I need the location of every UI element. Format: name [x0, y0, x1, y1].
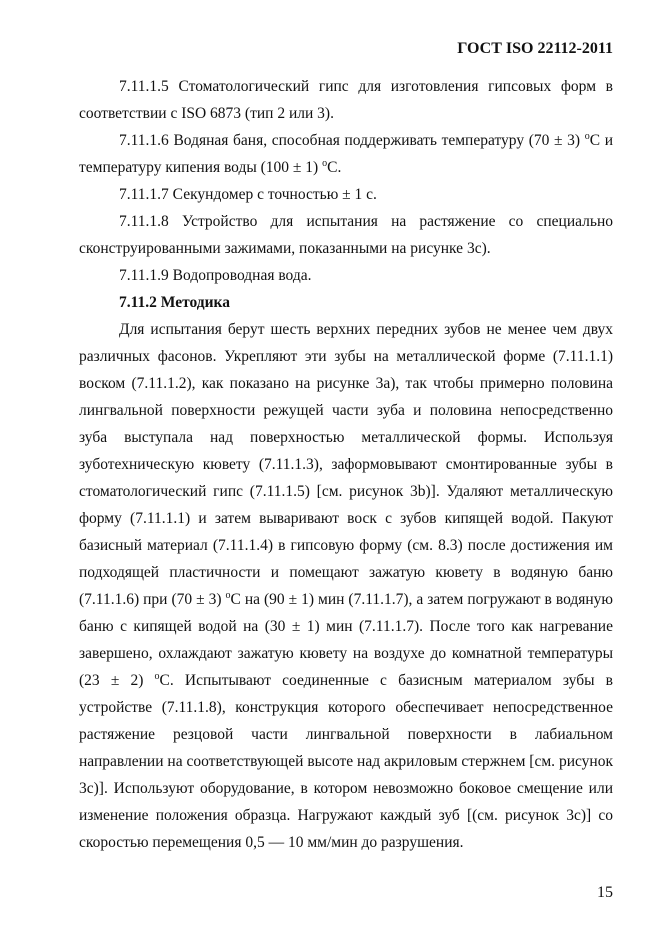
- item-7-11-1-8: 7.11.1.8 Устройство для испытания на растяжение со специально сконструированными зажимами, показанными на рисунке 3с).: [79, 213, 613, 257]
- page-number: 15: [597, 884, 613, 901]
- item-7-11-1-7: 7.11.1.7 Секундомер с точностью ± 1 с.: [119, 186, 377, 203]
- method-paragraph: Для испытания берут шесть верхних передних зубов не менее чем двух различных фасонов. Укрепляют эти зубы на металлической форме (7.11.1.1) воском (7.11.1.2), как показано на рисунке 3а), так чтобы примерно половина лингвальной поверхности режущей части зуба и половина непосредственно зуба выступала над поверхностью металлической формы. Используя зуботехническую кювету (7.11.1.3), заформовывают смонтированные зубы в стоматологический гипс (7.11.1.5) [см. рисунок 3b)]. Удаляют металлическую форму (7.11.1.1) и затем вываривают воск с зубов кипящей водой. Пакуют базисный материал (7.11.1.4) в гипсовую форму (см. 8.3) после достижения им подходящей пластичности и помещают зажатую кювету в водяную баню (7.11.1.6) при (70 ± 3) $^о$С на (90 ± 1) мин (7.11.1.7), а затем погружают в водяную баню с кипящей водой на (30 ± 1) мин (7.11.1.7). После того как нагревание завершено, охлаждают зажатую кювету на воздухе до комнатной температуры (23 ± 2) $^о$С. Испытывают соединенные с базисным материалом зубы в устройстве (7.11.1.8), конструкция которого обеспечивает непосредственное растяжение резцовой части лингвальной поверхности в лабиальном направлении на соответствующей высоте над акриловым стержнем [см. рисунок 3с)]. Используют оборудование, в котором невозможно боковое смещение или изменение положения образца. Нагружают каждый зуб [(см. рисунок 3с)] со скоростью перемещения 0,5 — 10 мм/мин до разрушения.: [79, 321, 614, 851]
- degree-sign: о: [584, 131, 590, 142]
- item-7-11-1-5: 7.11.1.5 Стоматологический гипс для изготовления гипсовых форм в соответствии с ISO 6873 (тип 2 или 3).: [79, 78, 613, 122]
- degree-sign: о: [225, 590, 231, 601]
- section-heading: 7.11.2 Методика: [119, 294, 231, 311]
- standard-designation: ГОСТ ISO 22112-2011: [457, 40, 613, 57]
- item-7-11-1-6: 7.11.1.6 Водяная баня, способная поддерживать температуру (70 ± 3) $^о$С и температуру кипения воды (100 ± 1) $^о$С.: [79, 131, 613, 176]
- degree-sign: о: [322, 158, 328, 169]
- document-body: [79, 73, 613, 856]
- degree-sign: о: [154, 671, 160, 682]
- item-7-11-1-9: 7.11.1.9 Водопроводная вода.: [119, 267, 312, 284]
